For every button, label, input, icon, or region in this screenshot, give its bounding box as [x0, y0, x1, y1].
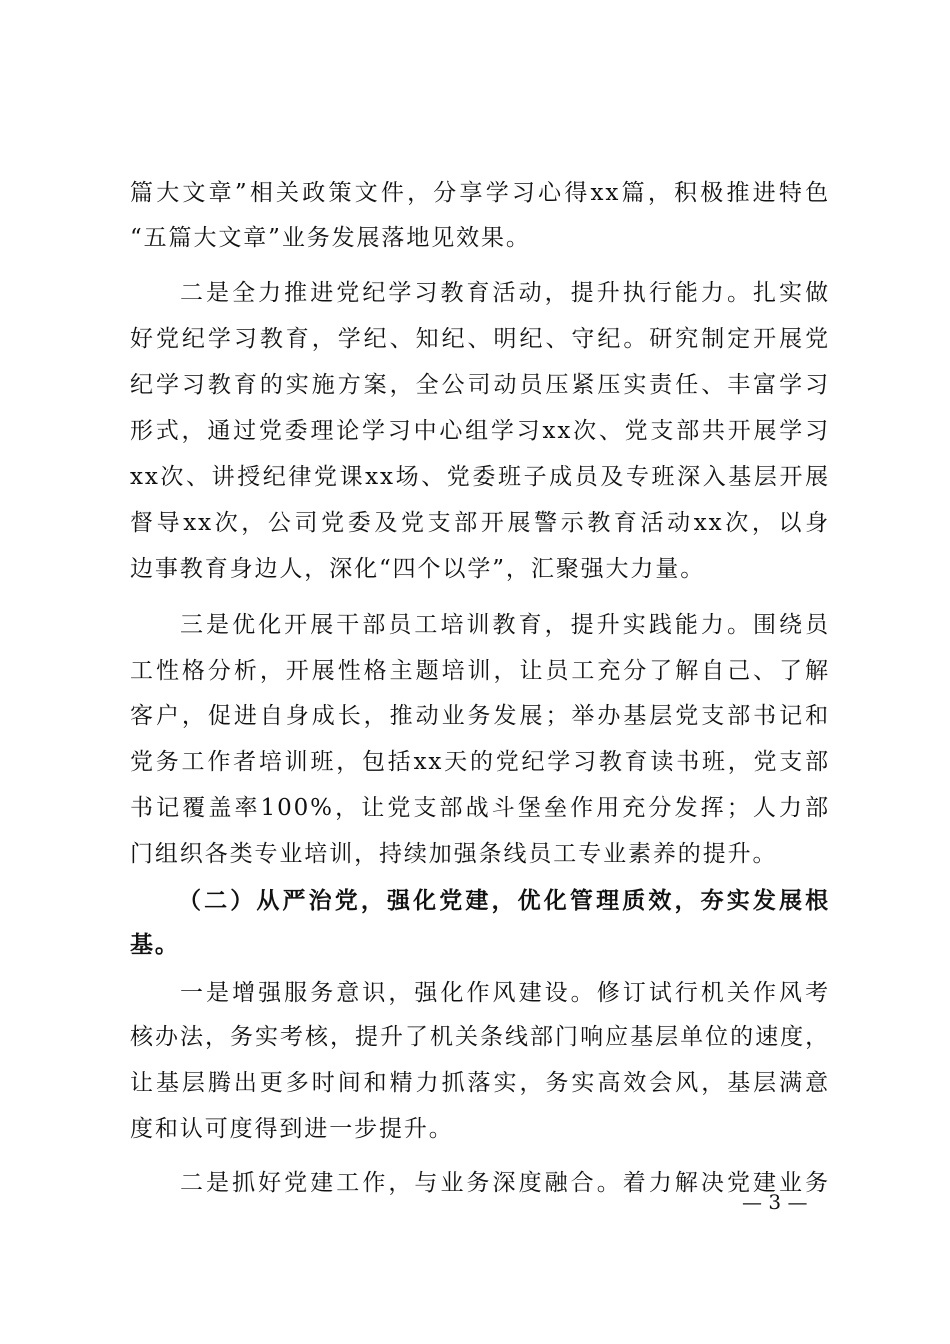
text-line: 书记覆盖率100%，让党支部战斗堡垒作用充分发挥；人力部: [130, 795, 830, 821]
text-line: xx次、讲授纪律党课xx场、党委班子成员及专班深入基层开展: [130, 464, 830, 490]
text-line: 工性格分析，开展性格主题培训，让员工充分了解自己、了解: [130, 658, 830, 684]
paragraph-start: 一是增强服务意识，强化作风建设。修订试行机关作风考: [180, 980, 830, 1006]
page-number: — 3 —: [742, 1190, 808, 1214]
paragraph-start: 二是全力推进党纪学习教育活动，提升执行能力。扎实做: [180, 280, 830, 306]
section-heading-end: 基。: [130, 931, 180, 958]
text-line: 让基层腾出更多时间和精力抓落实，务实高效会风，基层满意: [130, 1070, 830, 1096]
text-line: 核办法，务实考核，提升了机关条线部门响应基层单位的速度，: [130, 1024, 830, 1050]
section-heading: （二）从严治党，强化党建，优化管理质效，夯实发展根: [178, 887, 830, 914]
text-line: 纪学习教育的实施方案，全公司动员压紧压实责任、丰富学习: [130, 372, 830, 398]
text-line: 党务工作者培训班，包括xx天的党纪学习教育读书班，党支部: [130, 749, 830, 775]
text-line: 边事教育身边人，深化“四个以学”，汇聚强大力量。: [130, 556, 706, 582]
text-line: 客户，促进自身成长，推动业务发展；举办基层党支部书记和: [130, 703, 830, 729]
text-line: 门组织各类专业培训，持续加强条线员工专业素养的提升。: [130, 841, 778, 867]
paragraph-start: 三是优化开展干部员工培训教育，提升实践能力。围绕员: [180, 612, 830, 638]
text-line: 篇大文章”相关政策文件，分享学习心得xx篇，积极推进特色: [130, 180, 830, 206]
text-line: “五篇大文章”业务发展落地见效果。: [130, 225, 531, 251]
text-line: 好党纪学习教育，学纪、知纪、明纪、守纪。研究制定开展党: [130, 326, 830, 352]
text-line: 形式，通过党委理论学习中心组学习xx次、党支部共开展学习: [130, 418, 830, 444]
text-line: 度和认可度得到进一步提升。: [130, 1116, 454, 1142]
text-line: 督导xx次，公司党委及党支部开展警示教育活动xx次，以身: [130, 510, 830, 536]
paragraph-start: 二是抓好党建工作，与业务深度融合。着力解决党建业务: [180, 1170, 830, 1196]
